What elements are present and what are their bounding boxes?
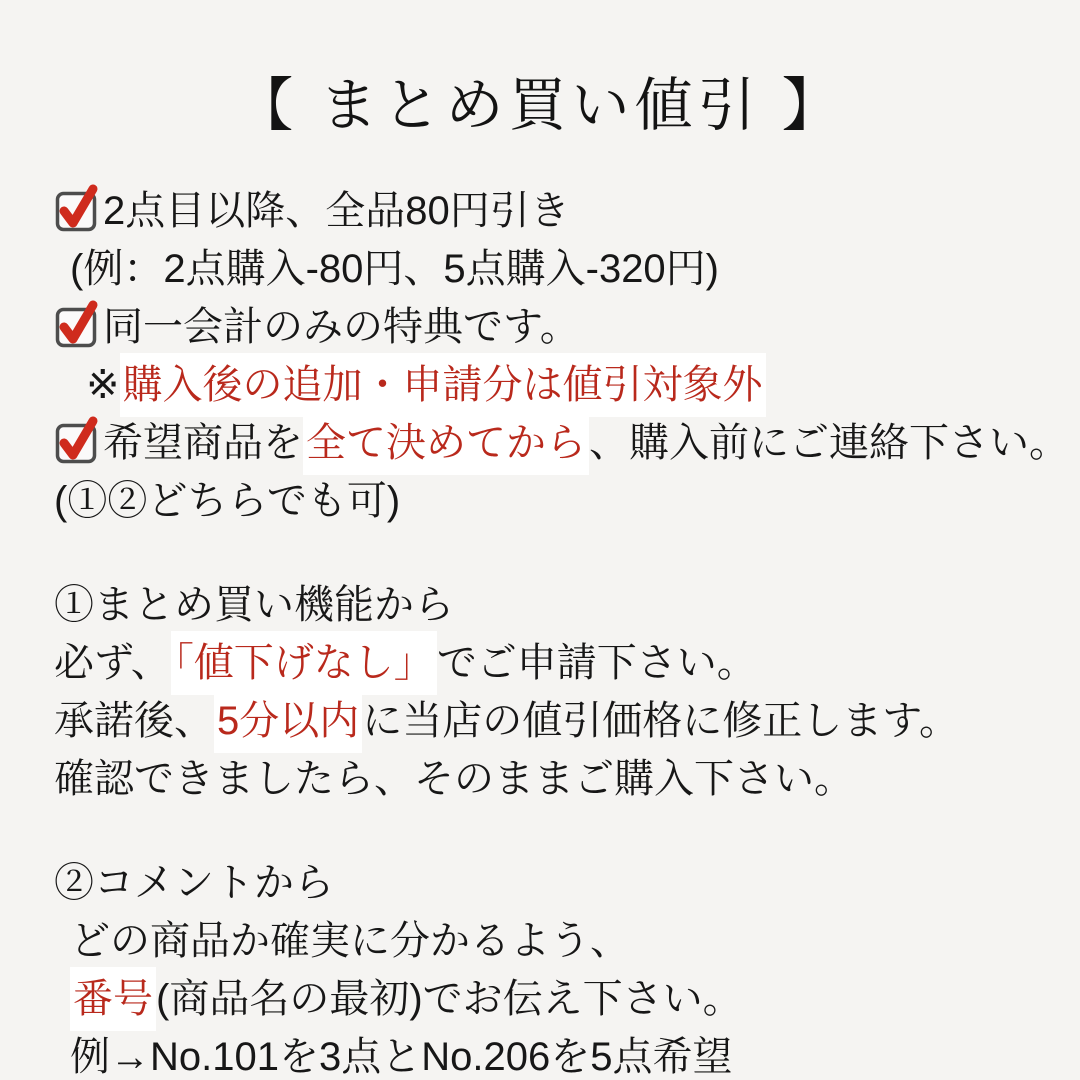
method2-step2 <box>54 970 1060 1028</box>
method1-step3-text: 確認できましたら、そのままご購入下さい。 <box>54 757 854 801</box>
method1-heading-text: ①まとめ買い機能から <box>54 583 454 627</box>
no-discount-highlight-text: 「値下げなし」 <box>171 631 437 695</box>
item-number-highlight-text: 番号 <box>70 967 156 1031</box>
checked-checkbox-icon <box>54 298 100 348</box>
exclusion-highlight-text: 購入後の追加・申請分は値引対象外 <box>120 353 766 417</box>
method1-step2-post: に当店の値引価格に修正します。 <box>362 699 960 743</box>
method1-step2-pre: 承諾後、 <box>54 699 214 743</box>
method2-section <box>54 854 1060 1080</box>
method2-step2-post: (商品名の最初)でお伝え下さい。 <box>156 977 743 1021</box>
rule-discount-example-text: (例：2点購入-80円、5点購入-320円) <box>70 247 720 291</box>
rule-discount-line <box>54 182 1060 240</box>
method1-step1 <box>54 634 1060 692</box>
rule-contact-pre: 希望商品を <box>103 421 303 465</box>
rule-same-checkout-line <box>54 298 1060 356</box>
method2-step1 <box>54 912 1060 970</box>
method2-example <box>54 1028 1060 1080</box>
method2-example-text: 例→No.101を3点とNo.206を5点希望 <box>70 1035 733 1079</box>
note-marker: ※ <box>86 363 120 407</box>
method1-step2 <box>54 692 1060 750</box>
method1-heading <box>54 576 1060 634</box>
method1-section <box>54 576 1060 808</box>
five-minutes-highlight-text: 5分以内 <box>214 689 362 753</box>
rule-discount-example <box>54 240 1060 298</box>
method2-step1-text: どの商品か確実に分かるよう、 <box>70 919 630 963</box>
page-title: 【 まとめ買い値引 】 <box>235 73 845 138</box>
method1-step1-pre: 必ず、 <box>54 641 171 685</box>
rule-exclusion-note <box>54 356 1060 414</box>
decide-all-highlight-text: 全て決めてから <box>303 411 589 475</box>
method2-heading <box>54 854 1060 912</box>
rule-same-checkout-text: 同一会計のみの特典です。 <box>103 305 580 349</box>
rule-discount-text: 2点目以降、全品80円引き <box>103 189 570 233</box>
method1-step3 <box>54 750 1060 808</box>
checked-checkbox-icon <box>54 182 100 232</box>
rule-contact-post: 、購入前にご連絡下さい。 <box>589 421 1069 465</box>
either-method-text: (①②どちらでも可) <box>54 479 401 523</box>
notice-body <box>0 142 1080 1080</box>
rule-either-method-note <box>54 472 1060 530</box>
method1-step1-post: でご申請下さい。 <box>436 641 757 685</box>
method2-heading-text: ②コメントから <box>54 861 334 905</box>
rule-contact-first-line <box>54 414 1069 472</box>
checked-checkbox-icon <box>54 414 100 464</box>
